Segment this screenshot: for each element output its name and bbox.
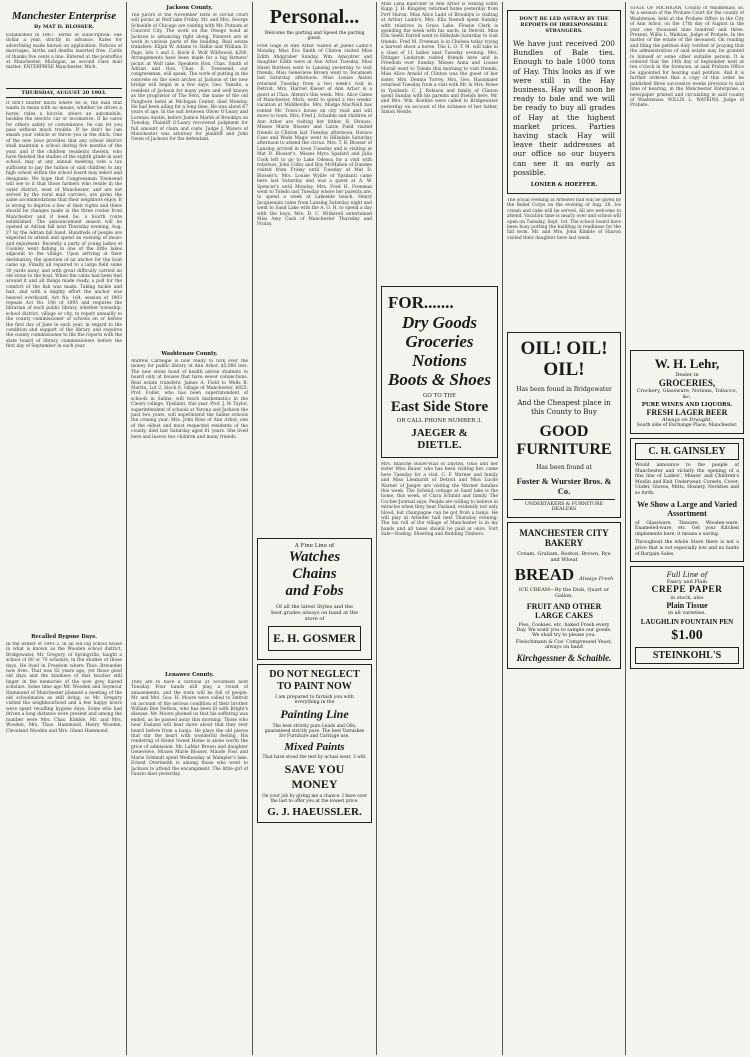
column-4 — [377, 2, 502, 1055]
jaeger-dietle-ad — [381, 286, 498, 458]
column-5-text: The social evening at Arbeiter hall will be given by the Relief Corps on the evening of Aug. 28. Ice cream and cake will be served. All are welcome to attend. Vacation time is nearly over and school will open on Tuesday, Sept. 1st. The school board have been busy putting the building in readiness for the fall term. Mr. and Mrs. John Kimble of Sharon visited their daughter here last week. — [507, 198, 621, 241]
gainsley-heading: We Show a Large and Varied Assortment — [637, 499, 737, 518]
watches-lines — [262, 549, 367, 600]
crepe-stock: in stock, also — [670, 595, 704, 602]
lehr-draught: Always on Draught. — [662, 417, 712, 423]
masthead — [6, 10, 122, 30]
lehr-goods: Crockery, Glassware, Notions, Tobacco, &c. — [636, 388, 738, 400]
bygone-days-text: In the winter of 1841-2, in an old log school house in what is known as the Wooden school district, Bridgewater, Mr. Gregory, of Springville, taught a school of 60 or 70 scholars, in the studies of those days. He lived in Freedom where Thos. Breunden now lives. That was 62 years ago, yet those good old days and the kindness of that teacher still linger in the memories of the now grey haired scholars. Some time ago Mr. Wooden and Seymour Hammond of Manchester planned a meeting of the old schoolmates as still living, so Mr. Gregory visited the neighbourhood and a few happy hours were spent recalling bygone days. Some who had driven a long distance were present and among the number were Mrs. Chas. Kimble, Mr. and Mrs. Wooden, Mrs. Thos. Hammond, Henry Wooden, Cleveland Wooden and Mrs. Glenn Hammond. — [6, 642, 122, 734]
oil-ad — [507, 332, 621, 518]
lenawee-heading: Lenawee County. — [165, 672, 214, 678]
lonier-hoeffer-ad — [507, 10, 621, 194]
yeast: Fleischmann & Cos' Compressed Yeast, always on hand — [515, 640, 613, 651]
lehr-beer: FRESH LAGER BEER — [646, 408, 728, 417]
gainsley-body: of Glassware, Tinware, Wooden-ware, Enameled-ware, etc. Get your Kitchen implements here, it means a saving. — [635, 520, 739, 537]
column-6 — [626, 2, 748, 1055]
watches-line-2: Chains — [292, 566, 337, 582]
ticket-title: FOR....... — [388, 293, 454, 312]
fruit-sub: Pies, Cookies, etc. baked Fresh every Day. We want you to sample our goods. We shall try to please you. — [516, 623, 612, 639]
oil-title: OIL! OIL! OIL! — [520, 338, 608, 381]
store-name: East Side Store — [390, 399, 489, 415]
editorial-text: It don't matter much where he is, the man that wants to mean with no means, whether he drives a horse, rides a bicycle, steers an automobile, buckles the electric car or locomotive. If he cares for others safety or convenience, he can let you pass without much trouble. If he don't he can smash your vehicle or throw you in the ditch. One of the new laws provides that any school district shall maintain a school during five months of the year, and if the children residents therein, who have finished the studies of the eighth grade in said school, may at any annual meeting vote a tax sufficient to pay the tuition of said children to any high school within the school board may select and designate. We hope that Congressman Townsend will see to it that those farmers who reside in the outer district, west of Manchester, and are not served by the rural mail carriers, are given the same accommodations that their neighbors enjoy. It is wrong to deprive a few of their rights and there should be changes made in the three routes from Manchester and if need be, a fourth route established. The announcement season will be opened at Adrian fall next Thursday evening, Aug. 27 by the Adrian fall band. Hundreds of people are expected to attend and spend an evening of music and enjoyment. Recently a party of young ladies of Coonley went fishing in one of the little lakes adjacent to the village. Upon arriving at their destination, the question of an anchor for the boat came up. Finally all repaired to a large field some 30 yards away, and with great difficulty carried an old stone to the boat. When the cable had been tied around it and all things made ready, a pull for the comfort of the fish was made. Taking tackle and bait, and with a mighty effort the anchor was heaved overboard. Act No. 164, session of 1903 repeals Act No. 196 of 1895 and requires the librarian of each public library, whether township, school district, village or city, to report annually to the county commissioner of schools on or before the first day of June in each year, in regard to the condition and support of the library and requires the county commissioner to file the reports with the state board of library commissioners before the first day of September in each year. — [6, 101, 122, 350]
personal-text: Fred Gage of Ann Arbor visited at James Lamb's Monday. Miss Eva Smith of Clinton visited Miss Edith Ahdgraber Sunday. Wm. Amsydrer and daughter Edith were at Ann Arbor Tuesday. Miss Hazel Burtless went to Lansing yesterday to visit friends. Miss Genevieve Brown went to Tecumseh last Saturday afternoon. Miss Louise Alston returned Tuesday from a two week's visit in Detroit. Mrs. Harriet Kieser of Ann Arbor is a guest at Chas. Alston's this week. Mrs. Alice Gates of Manchester, Mich. went to spend a two weeks' vacation at Middleville. Mrs. Madge MacNeill has rented Mr. Town's house on city road and will move to town. Mrs. Fred J. Schaible and children of Ann Arbor are visiting her father, B. Strauss. Misses Marie Blosser and Lizzie Field visited friends in Clinton last Tuesday afternoon. Horace Case and Wade Magic went to Hillsdale Saturday afternoon to attend the circus. Mrs. T. B. Blosser of Lansing arrived in town Tuesday and is visiting at Mat D. Blosser's. Misses Myra Spafard and Julia Cook left to go to Lake Odessa for a visit with relatives. John Colby and Roy McMahon of Dundee visited from Friday until Tuesday at Mat D. Blosser's. Mrs. Louise Wylde of Ypsilanti came here last Saturday and was a guest at A. W. Spencer's until Monday. Mrs. Fred H. Freeman went to Toledo last Tuesday where her parents are, to spend a week at Lakeside beach. Henry Jacquemain came from Lansing Saturday night and went to Sand Lake with the A. O. H. to spend a day with the boys. Mrs. D. C. Witherell entertained Miss Amy Cash of Manchester Thursday and Friday. — [257, 44, 372, 228]
gainsley-intro: Would announce to the people of Manchester and vicinity the opening of a fine line of Ladies', Misses' and Children's Muslin and Knit Underwear, Corsets, Cover, Under, Gloves, Mitts, Hosiery, Neckties and so forth. — [635, 463, 739, 496]
painting-line: Painting Line — [280, 707, 349, 721]
ticket-line-1: Dry Goods — [401, 313, 478, 332]
lehr-name: W. H. Lehr, — [654, 356, 720, 371]
foster-wurster: Foster & Wurster Bros. & Co. — [516, 476, 612, 497]
column-5 — [503, 2, 625, 1055]
crepe-paper: CREPE PAPER — [651, 585, 723, 596]
legal-notices: STATE OF MICHIGAN, County of Washtenaw, ss. At a session of the Probate Court for the county of Washtenaw, held at the Probate Office in the City of Ann Arbor, on the 17th day of August in the year one thousand nine hundred and three. Present, Willis L. Watkins, Judge of Probate. In the matter of the estate of the deceased. On reading and filing the petition duly verified of praying that the administration of said estate may be granted to himself or some other suitable person. It is ordered that the 14th day of September next at ten o'clock in the forenoon, at said Probate Office be appointed for hearing said petition. And it is further ordered that a copy of this order be published three successive weeks previous to said time of hearing, in the Manchester Enterprise, a newspaper printed and circulating in said county of Washtenaw. WILLIS L. WATKINS, Judge of Probate. — [630, 6, 744, 109]
save-money: SAVE YOU MONEY — [284, 762, 345, 791]
personal-title: Personal... — [269, 6, 360, 28]
lonier-heading: DON'T BE LED ASTRAY BY THE REPORTS OF IRRESPONSIBLE STRANGERS. — [519, 16, 609, 34]
lehr-dealer: Dealer in — [675, 372, 699, 378]
paint-heading: DO NOT NEGLECT TO PAINT NOW — [269, 669, 360, 692]
bakery-sub: Cream, Graham, Boston, Brown, Rye and Wheat — [517, 551, 611, 564]
steinkohl-ad — [630, 566, 744, 669]
kirchgessner: Kirchgessner & Schaible. — [516, 653, 612, 664]
all-varieties: in all varieties. — [668, 610, 706, 617]
save-note: On your job by giving me a chance. I have over the last to offer you at the lowest price. — [262, 794, 367, 804]
pen-price: $1.00 — [671, 628, 703, 644]
gainsley-name: C. H. GAINSLEY — [635, 443, 739, 460]
watches-small: Of all the latest Styles and the best grades always on hand at the store of — [271, 604, 358, 622]
steinkohl-name: STEINKOHL'S — [635, 647, 739, 664]
watches-intro: A Fine Line of — [294, 543, 335, 549]
column-4-text: Miss Lena Kaercher of Ann Arbor is visiting Edith Kapp. J. H. Kingsley returned home yesterday from Fort Huron. Miss Alice Ladd of Brooklyn is visiting at Arthur Lamb's. Mrs. Ella Nestell spent Sunday with relatives in Grass Lake. Flossie Clark is spending the week with his uncle, in Detroit. Miss Ella Seeth Farrell went to Hillsdale Saturday to visit friends. Fred M. Freeman is in Chelsea today trying a harvest shoot a horse. The L. O. T. M. will take in a class of 11 ladies next Tuesday evening. Mrs. Ettinger Lindsrom visited friends here and in Freedom over Sunday. Misses Anna and Louise Morall went to Toledo this morning to visit friends. Miss Alice Arnold of Clinton was the guest of her sister, Mrs. Dennis Torrey. Mrs. Geo. Hausmaier returned Tuesday from a visit with Mr. & Mrs. Rowe in Ypsilanti. C. J. Robison and family of Clinton spent Sunday with his parents and friends here. Mr. and Mrs. Wm. Koebbe were called to Bridgewater yesterday on account of the sickness of her father, Simon Nestle. — [381, 2, 498, 116]
bygone-days-heading: Recalled Bygone Days. — [31, 634, 97, 640]
bread-line — [513, 565, 615, 585]
bread-fresh: Always Fresh — [579, 576, 614, 583]
lonier-firm: LONIER & HOEFFER. — [530, 182, 598, 189]
laughlin-pen: LAUGHLIN FOUNTAIN PEN — [640, 618, 734, 627]
plain-tissue: Plain Tissue — [666, 601, 708, 611]
gainsley-note: Throughout the whole Store there is not a price that is not especially low and no hunts of Bargain Sales. — [635, 540, 739, 557]
jackson-county-text: The jurors of the November term of circuit court will picnic at Wolf lake Friday. Mr. and Mrs. George Schaeble of Chicago are visiting with Mr. Putnam at Concord City. The work on the Otsego bond at Jackson is advancing right along. Painters are at work in various parts of the building. Real estate transfers: Elijah W. Adams to Hallie and William D. Page, lots 1 and 2, block 6, Wolf Wildwood, $200. Arrangements have been made for a big farmers' picnic at Wolf lake. Speakers Hon. Chas. Smith of Adrian and Hon. Chas. E. Townsend, our congressman, will speak. The work of putting in the concrete on the west arches at Jackson of the new bridge will begin in a few days. Geo. Vanzile, a resident of Jackson for many years and well known as the proprietor of The Fern, the name of the old Pangborn hotel at Michigan Center, died Monday. He had been ailing for a long time. He was about 67 years of age. In the suit between Oliver O'Leary and Lorenzo Austin, before Justice Marsh of Brooklyn on Tuesday, Plaintiff O'Leary recovered judgment for full amount of claim and costs. Judge J. Waters of Manchester was attorney for plaintiff and John Owen of Jackson for the defendant. — [131, 13, 248, 143]
furniture-sub: Has been found at — [536, 464, 592, 472]
ticket-line-2: Groceries — [405, 332, 474, 351]
lehr-groceries: GROCERIES, — [658, 378, 716, 388]
mixed-note: That have stood the test by actual wear, 3 will. — [262, 755, 367, 760]
oil-sub-1: Has been found in Bridgewater — [516, 386, 612, 394]
watches-ad — [257, 538, 372, 660]
ticket-line-4: Boots & Shoes — [388, 370, 491, 389]
paint-ad — [257, 664, 372, 823]
fulline-sub: Fancy and Plain — [666, 579, 708, 586]
lehr-wines: PURE WINES AND LIQUORS. — [641, 402, 733, 408]
washtenaw-text: Andrew Carnegie is now ready to fork over the money for public library at Ann Arbor, $5,000 less. The new stone bond of health advise students to board only at houses that have sewer connections. Real estate transfers: James A. Field to Wells R. Martin, Lot 2, block 6, village of Manchester, $825. Prof. Fuller, who has been superintendent of schools in Saline, will teach mathematics in the Cleary college, Ypsilanti, this year. Prof. J. W. Taylor, superintendent of schools at Yerona and Jackson the past two years, will superintend the Saline schools the coming year. Mrs. John Ross of Ann Arbor, one of the oldest and most respected residents of the county, died last Saturday aged 81 years. She lived here and leaves two children and many friends. — [131, 359, 248, 440]
city-bakery-ad — [507, 522, 621, 669]
watches-line-3: and Fobs — [285, 583, 344, 599]
personal-subtitle: Welcome the parting and Speed the parting guest. — [264, 31, 365, 41]
column-3 — [253, 2, 376, 1055]
column-1 — [2, 2, 126, 1055]
lehr-address: South side of Exchange Place, Manchester. — [636, 423, 738, 428]
bread-title: BREAD — [514, 565, 575, 585]
masthead-editor: By MAT D. BLOSSER. — [33, 24, 95, 30]
mixed-paints: Mixed Paints — [284, 741, 345, 753]
newspaper-page — [2, 2, 748, 1055]
ticket-line-3: Notions — [412, 351, 467, 370]
jackson-county-heading: Jackson County. — [166, 5, 213, 11]
column-2 — [127, 2, 252, 1055]
ticket-lines — [388, 313, 491, 389]
undertakers: UNDERTAKERS & FURNITURE DEALERS — [513, 499, 615, 512]
fulline-title: Full Line of — [666, 571, 708, 580]
lonier-body: We have just received 200 Bundles of Bale ties. Enough to bale 1000 tons of Hay. This looks as if we were still in the Hay business. Hay will soon be ready to bale and we will be ready to buy all grades of Hay at the highest market prices. Parties having stack Hay will leave their addresses at our office so our buyers can see it as early as possible. — [513, 39, 615, 177]
masthead-notice: Established in 1867. Terms of subscription: one dollar a year, strictly in advance. Rates for advertising made known on application. Notices of marriages, births and deaths inserted free. Cards of thanks five cents a line. Entered at the postoffice at Manchester, Michigan, as second class mail matter. ENTERPRISE Manchester, Mich. — [6, 33, 122, 71]
column-4-more-text: Mrs. Blanche Bauer-Hall of Dayton, Ohio and her sister Miss Bauer, who has been visiting her, came here Tuesday for a visit. C. F. Warner and family and Miss Lienhardt of Detroit and Miss Lucile Warner of Jaeger are visiting the Warner families this week. The Schmid cottage at Sand lake is the home, this week, of Clara Schmid and family. The Coctier-Journal says: People are willing to believe in miracles when they hear Fasland, evidently not only blood, but champagne can be got from a banjo. He will play at Arbeiter hall next Thursday evening. The tax roll of the village of Manchester is in my hands and all taxes should be paid at once. Fort Sale—Roding, Sheeting and Building Timbers. — [381, 462, 498, 538]
ice-cream: ICE CREAM—By the Dish, Quart or Gallon. — [518, 587, 610, 600]
masthead-title: Manchester Enterprise — [11, 10, 117, 22]
firm-name: JAEGER & DIETLE. — [411, 427, 468, 451]
gainsley-ad — [630, 438, 744, 562]
watches-line-1: Watches — [288, 549, 341, 565]
washtenaw-heading: Washtenaw County. — [161, 351, 218, 357]
phone-label: OR CALL PHONE NUMBER 3. — [396, 418, 483, 424]
bakery-title: MANCHESTER CITY BAKERY — [519, 528, 609, 549]
good-furniture: GOOD FURNITURE — [516, 423, 612, 459]
fruit-cakes: FRUIT AND OTHER LARGE CAKES — [526, 602, 602, 621]
oil-sub-2: And the Cheapest place in this County to Buy — [517, 399, 611, 417]
paint-note: The best strictly pure Leads and Oils, guaranteed strictly pure. The best Varnishes for Furniture and Carriage use. — [264, 724, 365, 739]
goto-label: GO TO THE — [422, 393, 457, 399]
paint-sub: I am prepared to furnish you with everything in the — [275, 695, 354, 705]
lehr-ad — [630, 350, 744, 434]
gosmer-name: E. H. GOSMER — [268, 626, 361, 651]
haeussler-name: G. J. HAEUSSLER. — [267, 806, 362, 818]
dateline: THURSDAY, AUGUST 20 1903. — [6, 88, 122, 98]
lenawee-text: They are to have a carnival at Tecumseh next Tuesday. Four bands will play, a round of amusements, and the town will be full of people. Mr. and Mrs. Goo. H. Moore were called to Detroit on account of the serious condition of their brother William Ben Nethon, who has been ill with Bright's disease. Mr. Moore phoned us that his suffering was ended, as he passed away this morning. Those who hear Fasland will hear more about that they ever heard before from a banjo. He plays the old pieces that stir the heart with wonderful feeling. His rendering of Home Sweet Home is alone worth the price of admission. Mr. LaMar Brown and daughter Genevieve, Misses Marie Blosser, Maude Foss and Marie Schmidt spent Wednesday at Wampler's lake. Ernest Overmeith is among those who went to Jackson to attend the encampment. The little girl of Fausto died yesterday. — [131, 680, 248, 777]
